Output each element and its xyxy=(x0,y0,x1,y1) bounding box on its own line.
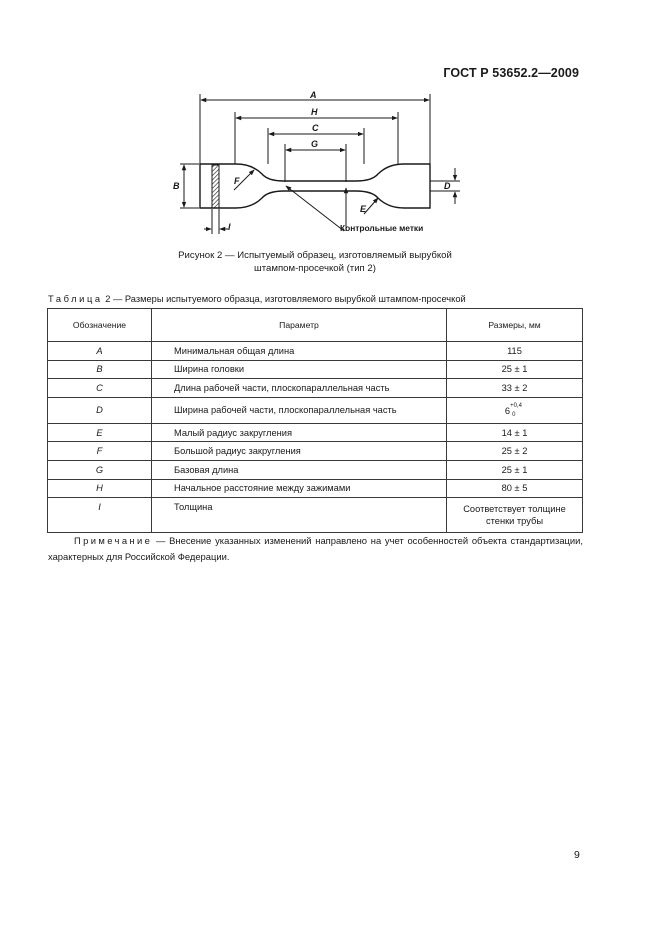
dimension-label-b: B xyxy=(173,181,180,191)
control-marks-label: Контрольные метки xyxy=(340,223,424,233)
table-title-label: Таблица xyxy=(48,294,103,304)
size-base-value: 6 xyxy=(504,405,511,416)
header-size: Размеры, мм xyxy=(447,309,583,342)
row-parameter: Большой радиус закругления xyxy=(152,442,447,461)
tolerance-lower: 0 xyxy=(512,411,516,418)
table-note xyxy=(48,533,583,564)
row-designation: G xyxy=(48,460,152,479)
row-size: 25 ± 2 xyxy=(447,442,583,461)
dimension-label-d: D xyxy=(444,181,451,191)
page-number: 9 xyxy=(574,849,580,861)
table-row xyxy=(48,379,583,398)
dimension-label-a: A xyxy=(310,90,317,100)
specimen-cross-section xyxy=(212,165,219,208)
dimension-label-g: G xyxy=(311,139,319,149)
row-designation: B xyxy=(48,360,152,379)
row-size: 80 ± 5 xyxy=(447,479,583,498)
note-label: Примечание xyxy=(74,535,153,546)
specimen-drawing-svg xyxy=(168,88,468,238)
row-size: 115 xyxy=(447,342,583,361)
size-tolerance xyxy=(510,402,524,418)
dimension-label-c: C xyxy=(312,123,319,133)
row-parameter: Малый радиус закругления xyxy=(152,423,447,442)
dimensions-table xyxy=(47,308,583,533)
figure-caption-line-2: штампом-просечкой (тип 2) xyxy=(254,263,376,274)
dimension-label-i: I xyxy=(228,222,231,232)
row-designation: A xyxy=(48,342,152,361)
table-title xyxy=(48,294,466,304)
row-size xyxy=(447,397,583,423)
row-designation: C xyxy=(48,379,152,398)
tolerance-upper: +0,4 xyxy=(510,402,522,409)
dimension-label-f: F xyxy=(234,176,240,186)
row-size: 33 ± 2 xyxy=(447,379,583,398)
table-row xyxy=(48,460,583,479)
row-parameter: Минимальная общая длина xyxy=(152,342,447,361)
dimension-label-h: H xyxy=(311,107,318,117)
header-designation: Обозначение xyxy=(48,309,152,342)
row-parameter: Начальное расстояние между зажимами xyxy=(152,479,447,498)
table-row xyxy=(48,498,583,533)
table-row xyxy=(48,342,583,361)
row-parameter: Ширина головки xyxy=(152,360,447,379)
row-parameter: Длина рабочей части, плоскопараллельная часть xyxy=(152,379,447,398)
table-row xyxy=(48,360,583,379)
note-text: — Внесение указанных изменений направлено на учет особенностей объекта стандартизации, характерных для Российской Федерации. xyxy=(48,535,583,562)
row-parameter: Ширина рабочей части, плоскопараллельная часть xyxy=(152,397,447,423)
size-line-2: стенки трубы xyxy=(485,516,544,527)
table-row xyxy=(48,397,583,423)
figure-caption xyxy=(150,249,480,275)
row-designation: E xyxy=(48,423,152,442)
row-size: 25 ± 1 xyxy=(447,360,583,379)
row-designation: I xyxy=(48,498,152,533)
specimen-drawing xyxy=(168,88,468,238)
table-header-row xyxy=(48,309,583,342)
table-row xyxy=(48,479,583,498)
row-designation: F xyxy=(48,442,152,461)
document-header: ГОСТ Р 53652.2—2009 xyxy=(443,66,579,80)
table-row xyxy=(48,423,583,442)
row-size: 14 ± 1 xyxy=(447,423,583,442)
row-designation: H xyxy=(48,479,152,498)
dimension-label-e: E xyxy=(360,204,367,214)
figure-caption-line-1: Рисунок 2 — Испытуемый образец, изготовляемый вырубкой xyxy=(178,250,452,261)
row-size: 25 ± 1 xyxy=(447,460,583,479)
table-row xyxy=(48,442,583,461)
header-parameter: Параметр xyxy=(152,309,447,342)
size-line-1: Соответствует толщине xyxy=(463,504,566,515)
row-size xyxy=(447,498,583,533)
row-parameter: Базовая длина xyxy=(152,460,447,479)
table-title-text: 2 — Размеры испытуемого образца, изготовляемого вырубкой штампом-просечкой xyxy=(102,294,466,304)
row-designation: D xyxy=(48,397,152,423)
row-parameter: Толщина xyxy=(152,498,447,533)
